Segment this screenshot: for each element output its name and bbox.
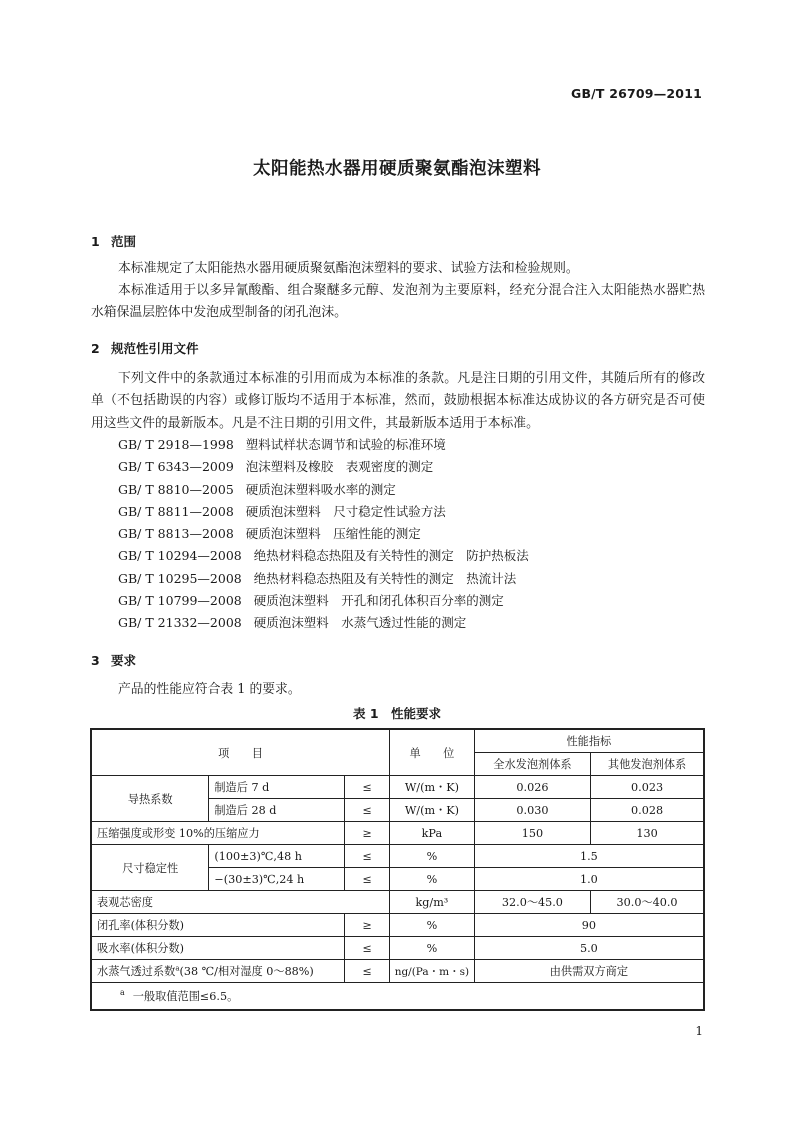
reference-code: GB/ T 6343—2009 xyxy=(118,459,234,475)
row-value-b: 130 xyxy=(591,822,704,845)
row-operator: ≥ xyxy=(345,822,390,845)
reference-code: GB/ T 21332—2008 xyxy=(118,615,242,631)
reference-item xyxy=(118,612,529,634)
row-value: 由供需双方商定 xyxy=(474,960,704,983)
reference-title: 硬质泡沫塑料 水蒸气透过性能的测定 xyxy=(253,615,467,631)
reference-code: GB/ T 8810—2005 xyxy=(118,481,234,497)
row-label-dimensional-stability: 尺寸稳定性 xyxy=(91,845,209,891)
section-3-heading xyxy=(91,651,136,669)
section-number: 2 xyxy=(91,341,100,356)
table-caption: 表 1 性能要求 xyxy=(352,706,442,721)
row-unit: % xyxy=(390,937,475,960)
row-value-a: 32.0～45.0 xyxy=(474,891,590,914)
row-operator: ≤ xyxy=(345,937,390,960)
table-row xyxy=(91,914,704,937)
row-value-b: 0.023 xyxy=(591,776,704,799)
footnote-marker: a xyxy=(175,964,180,973)
header-performance: 性能指标 xyxy=(474,729,704,753)
row-unit: % xyxy=(390,845,475,868)
reference-code: GB/ T 10799—2008 xyxy=(118,593,242,609)
table-row xyxy=(91,960,704,983)
page-number: 1 xyxy=(695,1024,703,1038)
table-row xyxy=(91,891,704,914)
row-unit: kPa xyxy=(390,822,475,845)
row-label-thermal-conductivity: 导热系数 xyxy=(91,776,209,822)
reference-title: 硬质泡沫塑料 尺寸稳定性试验方法 xyxy=(245,503,446,519)
row-unit: W/(m・K) xyxy=(390,799,475,822)
reference-item xyxy=(118,590,529,612)
row-condition: 制造后 28 d xyxy=(209,799,345,822)
section-title: 范围 xyxy=(111,234,137,249)
reference-item xyxy=(118,479,529,501)
reference-code: GB/ T 10294—2008 xyxy=(118,548,242,564)
header-unit: 单 位 xyxy=(390,729,475,776)
row-value-a: 0.026 xyxy=(474,776,590,799)
requirements-table xyxy=(90,728,705,1011)
section-number: 1 xyxy=(91,234,100,249)
row-value-b: 0.028 xyxy=(591,799,704,822)
row-unit: % xyxy=(390,868,475,891)
row-operator: ≥ xyxy=(345,914,390,937)
section-1-paragraph-1: 本标准规定了太阳能热水器用硬质聚氨酯泡沫塑料的要求、试验方法和检验规则。 xyxy=(118,261,579,276)
document-title: 太阳能热水器用硬质聚氨酯泡沫塑料 xyxy=(253,159,541,179)
row-unit: ng/(Pa・m・s) xyxy=(390,960,475,983)
reference-item xyxy=(118,456,529,478)
row-operator: ≤ xyxy=(345,845,390,868)
standard-code: GB/T 26709—2011 xyxy=(570,86,702,101)
reference-title: 泡沫塑料及橡胶 表观密度的测定 xyxy=(245,459,434,475)
row-unit: kg/m³ xyxy=(390,891,475,914)
section-number: 3 xyxy=(91,653,100,668)
section-3-paragraph-1: 产品的性能应符合表 1 的要求。 xyxy=(118,682,301,697)
table-row xyxy=(91,845,704,868)
row-operator: ≤ xyxy=(345,776,390,799)
reference-code: GB/ T 8811—2008 xyxy=(118,503,234,519)
table-footnote-row xyxy=(91,983,704,1011)
reference-code: GB/ T 2918—1998 xyxy=(118,437,234,452)
footnote-text: 一般取值范围≤6.5。 xyxy=(132,990,239,1003)
vapor-label: 水蒸气透过系数 xyxy=(97,965,176,978)
row-condition: −(30±3)℃,24 h xyxy=(209,868,345,891)
reference-title: 硬质泡沫塑料吸水率的测定 xyxy=(245,481,396,497)
table-footnote xyxy=(91,983,704,1011)
row-value: 1.5 xyxy=(474,845,704,868)
vapor-label-tail: (38 ℃/相对湿度 0～88%) xyxy=(179,965,314,978)
header-other-system: 其他发泡剂体系 xyxy=(591,753,704,776)
reference-item xyxy=(118,501,529,523)
section-2-paragraph-1: 下列文件中的条款通过本标准的引用而成为本标准的条款。凡是注日期的引用文件，其随后所有的修改单（不包括勘误的内容）或修订版均不适用于本标准，然而，鼓励根据本标准达成协议的各方研究是否可使用这些文件的最新版本。凡是不注日期的引用文件，其最新版本适用于本标准。 xyxy=(91,371,705,431)
section-1-paragraph-2: 本标准适用于以多异氰酸酯、组合聚醚多元醇、发泡剂为主要原料，经充分混合注入太阳能热水器贮热水箱保温层腔体中发泡成型制备的闭孔泡沫。 xyxy=(91,283,705,321)
row-label-water-absorption: 吸水率(体积分数) xyxy=(91,937,345,960)
header-all-water-system: 全水发泡剂体系 xyxy=(474,753,590,776)
row-label-closed-cell: 闭孔率(体积分数) xyxy=(91,914,345,937)
table-row xyxy=(91,937,704,960)
row-unit: W/(m・K) xyxy=(390,776,475,799)
section-title: 规范性引用文件 xyxy=(111,341,199,356)
reference-code: GB/ T 10295—2008 xyxy=(118,570,242,586)
row-unit: % xyxy=(390,914,475,937)
row-value-a: 0.030 xyxy=(474,799,590,822)
reference-item xyxy=(118,545,529,567)
reference-title: 塑料试样状态调节和试验的标准环境 xyxy=(245,437,446,452)
header-item: 项 目 xyxy=(91,729,390,776)
reference-title: 硬质泡沫塑料 开孔和闭孔体积百分率的测定 xyxy=(253,593,504,609)
row-label-compressive-strength: 压缩强度或形变 10%的压缩应力 xyxy=(91,822,345,845)
reference-title: 硬质泡沫塑料 压缩性能的测定 xyxy=(245,526,421,542)
footnote-mark: a xyxy=(120,988,125,998)
row-value: 5.0 xyxy=(474,937,704,960)
reference-item xyxy=(118,568,529,590)
section-title: 要求 xyxy=(111,653,137,668)
row-operator: ≤ xyxy=(345,799,390,822)
row-value-b: 30.0～40.0 xyxy=(591,891,704,914)
section-2-heading xyxy=(91,339,199,357)
section-1-heading xyxy=(91,232,136,250)
row-value: 90 xyxy=(474,914,704,937)
row-condition: (100±3)℃,48 h xyxy=(209,845,345,868)
normative-references-list xyxy=(118,434,529,635)
reference-title: 绝热材料稳态热阻及有关特性的测定 热流计法 xyxy=(253,570,517,586)
reference-code: GB/ T 8813—2008 xyxy=(118,526,234,542)
reference-title: 绝热材料稳态热阻及有关特性的测定 防护热板法 xyxy=(253,548,529,564)
row-operator: ≤ xyxy=(345,960,390,983)
table-header-row xyxy=(91,729,704,753)
row-value-a: 150 xyxy=(474,822,590,845)
row-label-core-density: 表观芯密度 xyxy=(91,891,390,914)
reference-item xyxy=(118,434,529,456)
row-value: 1.0 xyxy=(474,868,704,891)
table-row xyxy=(91,776,704,799)
row-operator: ≤ xyxy=(345,868,390,891)
row-condition: 制造后 7 d xyxy=(209,776,345,799)
reference-item xyxy=(118,523,529,545)
row-label-vapor-permeability xyxy=(91,960,345,983)
table-row xyxy=(91,822,704,845)
